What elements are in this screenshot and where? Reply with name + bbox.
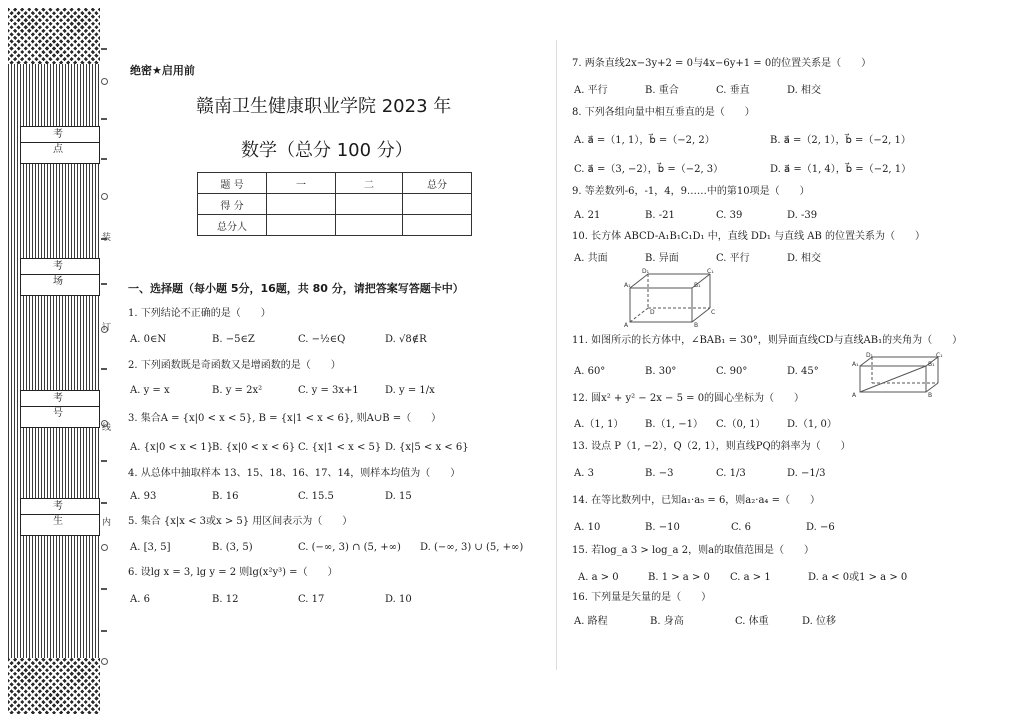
score-cell[interactable] xyxy=(267,215,336,236)
option: A. 0∈N xyxy=(130,334,167,345)
field-label: 考 生 xyxy=(21,499,99,515)
vertex-label: B xyxy=(694,322,699,328)
option: C.（0, 1） xyxy=(716,419,766,430)
score-cell[interactable] xyxy=(336,194,403,215)
option: A. {x|0 < x < 1} xyxy=(130,442,214,453)
option: C. 15.5 xyxy=(298,491,334,502)
score-row xyxy=(198,215,472,236)
option: C. (−∞, 3) ∩ (5, +∞) xyxy=(298,542,401,553)
field-candidate[interactable] xyxy=(20,498,100,536)
score-header: 一 xyxy=(267,173,336,194)
cuboid-figure-q11 xyxy=(852,352,944,398)
question-stem: 10. 长方体 ABCD-A₁B₁C₁D₁ 中，直线 DD₁ 与直线 AB 的位置关系为（ ） xyxy=(572,231,926,242)
field-label: 考 点 xyxy=(21,127,99,143)
school-title: 赣南卫生健康职业学院 2023 年 xyxy=(196,96,452,117)
option: C. 90° xyxy=(716,366,748,377)
option: A. 60° xyxy=(574,366,606,377)
question-stem: 2. 下列函数既是奇函数又是增函数的是（ ） xyxy=(128,360,341,371)
option: B. −3 xyxy=(645,468,674,479)
option: A. [3, 5] xyxy=(130,542,171,553)
option: A. 路程 xyxy=(574,616,608,627)
vertex-label: D xyxy=(650,309,655,316)
vertex-label: A xyxy=(852,392,857,398)
vertex-label: D₁ xyxy=(642,268,650,275)
score-table xyxy=(197,172,472,236)
option: D. 15 xyxy=(385,491,412,502)
option: A. a⃗ =（1, 1），b⃗ =（−2, 2） xyxy=(574,135,715,146)
vertex-label: B₁ xyxy=(928,361,935,368)
field-label: 考 号 xyxy=(21,391,99,407)
score-header: 二 xyxy=(336,173,403,194)
option: A. a > 0 xyxy=(578,572,619,583)
option: B. 12 xyxy=(212,594,239,605)
option: D. 相交 xyxy=(787,253,822,264)
option: D. {x|5 < x < 6} xyxy=(385,442,469,453)
option: B. {x|0 < x < 6} xyxy=(212,442,296,453)
option: B. 16 xyxy=(212,491,239,502)
option: C. 17 xyxy=(298,594,325,605)
option: A. 共面 xyxy=(574,253,608,264)
score-cell[interactable] xyxy=(267,194,336,215)
option: D. −1/3 xyxy=(787,468,826,479)
option: C. 垂直 xyxy=(716,85,750,96)
vertex-label: C₁ xyxy=(936,352,943,359)
question-stem: 9. 等差数列-6，-1，4，9……中的第10项是（ ） xyxy=(572,186,810,197)
score-header: 总分 xyxy=(403,173,472,194)
option: C. 1/3 xyxy=(716,468,746,479)
option: D. -39 xyxy=(787,210,818,221)
vertex-label: B₁ xyxy=(694,282,701,289)
option: C. 6 xyxy=(731,522,752,533)
option: D. 10 xyxy=(385,594,412,605)
option: A. y = x xyxy=(130,385,170,396)
vertex-label: B xyxy=(928,392,933,398)
question-stem: 12. 圆x² + y² − 2x − 5 = 0的圆心坐标为（ ） xyxy=(572,393,805,404)
score-row-label: 得 分 xyxy=(198,194,267,215)
option: A.（1, 1） xyxy=(574,419,624,430)
option: A. 3 xyxy=(574,468,594,479)
section-title: 一、选择题（每小题 5分，16题，共 80 分，请把答案写答题卡中） xyxy=(128,282,464,295)
secret-label: 绝密★启用前 xyxy=(130,64,195,77)
question-stem: 13. 设点 P（1, −2），Q（2, 1），则直线PQ的斜率为（ ） xyxy=(572,441,851,452)
question-stem: 11. 如图所示的长方体中，∠BAB₁ = 30°，则异面直线CD与直线AB₁的夹角为（ ） xyxy=(572,335,963,346)
option: A. 93 xyxy=(130,491,157,502)
side-char: 线 xyxy=(102,423,112,433)
option: C. a > 1 xyxy=(730,572,771,583)
option: B. −10 xyxy=(645,522,680,533)
option: C. 体重 xyxy=(735,616,769,627)
score-cell[interactable] xyxy=(403,215,472,236)
option: A. 6 xyxy=(130,594,150,605)
field-exam-site[interactable] xyxy=(20,126,100,164)
option: C. −½∈Q xyxy=(298,334,346,345)
option: A. 10 xyxy=(574,522,601,533)
question-stem: 16. 下列量是矢量的是（ ） xyxy=(572,592,712,603)
field-exam-number[interactable] xyxy=(20,390,100,428)
option: A. 21 xyxy=(574,210,601,221)
option: B. 1 > a > 0 xyxy=(648,572,710,583)
side-char: 装 xyxy=(102,233,112,243)
option: D. 相交 xyxy=(787,85,822,96)
question-stem: 6. 设lg x = 3, lg y = 2 则lg(x²y³) =（ ） xyxy=(128,567,338,578)
option: B. y = 2x² xyxy=(212,385,263,396)
option: D. a⃗ =（1, 4），b⃗ =（−2, 1） xyxy=(770,164,912,175)
option: D. √8∉R xyxy=(385,334,427,345)
option: B. -21 xyxy=(645,210,675,221)
score-row xyxy=(198,194,472,215)
side-char: 订 xyxy=(102,323,112,333)
cut-line-ticks xyxy=(101,8,107,714)
binding-hatch-top xyxy=(8,8,100,64)
cuboid-figure xyxy=(624,266,716,328)
question-stem: 8. 下列各组向量中相互垂直的是（ ） xyxy=(572,107,755,118)
option: C. y = 3x+1 xyxy=(298,385,359,396)
option: D.（1, 0） xyxy=(787,419,837,430)
question-stem: 1. 下列结论不正确的是（ ） xyxy=(128,308,271,319)
option: C. 39 xyxy=(716,210,743,221)
score-cell[interactable] xyxy=(336,215,403,236)
score-header-row xyxy=(198,173,472,194)
option: D. −6 xyxy=(806,522,835,533)
vertex-label: A xyxy=(624,322,629,328)
option: D. (−∞, 3) ∪ (5, +∞) xyxy=(420,542,524,553)
vertex-label: A₁ xyxy=(624,282,631,289)
option: B. 重合 xyxy=(645,85,679,96)
score-cell[interactable] xyxy=(403,194,472,215)
subject-title: 数学（总分 100 分） xyxy=(241,140,413,161)
option: C. 平行 xyxy=(716,253,750,264)
question-stem: 4. 从总体中抽取样本 13、15、18、16、17、14，则样本均值为（ ） xyxy=(128,468,461,479)
option: D. 位移 xyxy=(802,616,837,627)
option: C. {x|1 < x < 5} xyxy=(298,442,382,453)
vertex-label: D₁ xyxy=(866,352,874,359)
option: B. 身高 xyxy=(650,616,684,627)
binding-hatch-bottom xyxy=(8,658,100,714)
option: B. −5∈Z xyxy=(212,334,255,345)
option: D. a < 0或1 > a > 0 xyxy=(808,572,908,583)
question-stem: 3. 集合A = {x|0 < x < 5}, B = {x|1 < x < 6}, 则A∪B =（ ） xyxy=(128,413,442,424)
column-divider xyxy=(556,40,557,670)
field-label: 考 场 xyxy=(21,259,99,275)
option: D. 45° xyxy=(787,366,819,377)
side-char: 内 xyxy=(102,518,112,528)
option: B.（1, −1） xyxy=(645,419,703,430)
option: B. 异面 xyxy=(645,253,679,264)
field-exam-room[interactable] xyxy=(20,258,100,296)
option: B. (3, 5) xyxy=(212,542,253,553)
option: B. a⃗ =（2, 1），b⃗ =（−2, 1） xyxy=(770,135,911,146)
question-stem: 14. 在等比数列中，已知a₁·a₅ = 6，则a₂·a₄ =（ ） xyxy=(572,495,820,506)
binding-strip xyxy=(8,8,100,714)
option: A. 平行 xyxy=(574,85,608,96)
option: C. a⃗ =（3, −2），b⃗ =（−2, 3） xyxy=(574,164,724,175)
question-stem: 7. 两条直线2x−3y+2 = 0与4x−6y+1 = 0的位置关系是（ ） xyxy=(572,58,872,69)
vertex-label: C xyxy=(711,309,716,316)
question-stem: 5. 集合 {x|x < 3或x > 5} 用区间表示为（ ） xyxy=(128,516,353,527)
option: D. y = 1/x xyxy=(385,385,435,396)
vertex-label: A₁ xyxy=(852,361,859,368)
score-header: 题 号 xyxy=(198,173,267,194)
score-row-label: 总分人 xyxy=(198,215,267,236)
option: B. 30° xyxy=(645,366,677,377)
question-stem: 15. 若log_a 3 > log_a 2，则a的取值范围是（ ） xyxy=(572,545,815,556)
vertex-label: C₁ xyxy=(707,268,714,275)
